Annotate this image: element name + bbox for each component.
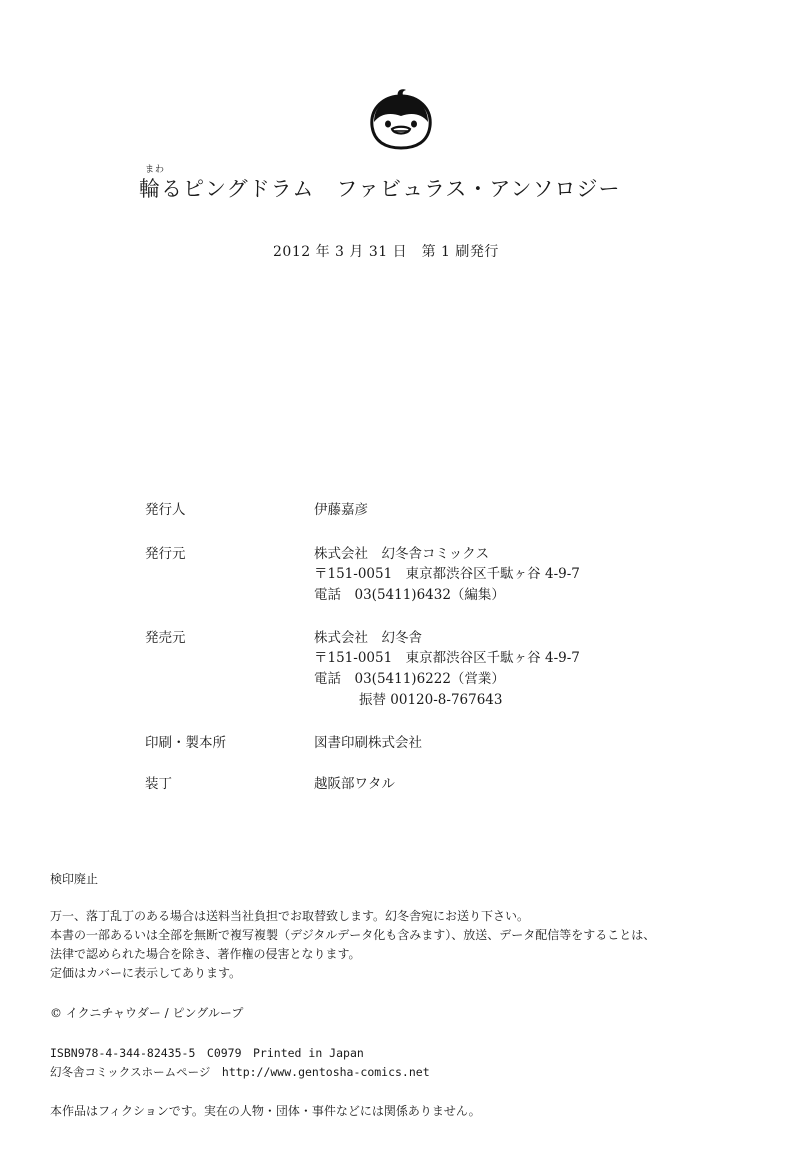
distributor-address: 〒151-0051 東京都渋谷区千駄ヶ谷 4-9-7 bbox=[314, 650, 580, 666]
publisher-person-label: 発行人 bbox=[145, 502, 186, 518]
notice-line-2: 本書の一部あるいは全部を無断で複写複製（デジタルデータ化も含みます）、放送、データ配信等をすることは、 bbox=[50, 928, 656, 942]
seal-note: 検印廃止 bbox=[50, 872, 99, 886]
isbn-line: ISBN978-4-344-82435-5 C0979 Printed in Japan bbox=[50, 1046, 364, 1060]
distributor-transfer: 振替 00120-8-767643 bbox=[359, 692, 503, 708]
design-value: 越阪部ワタル bbox=[314, 776, 395, 792]
publisher-person-value: 伊藤嘉彦 bbox=[314, 502, 368, 518]
publication-date: 2012 年 3 月 31 日 第 1 刷発行 bbox=[273, 244, 499, 260]
distributor-label: 発売元 bbox=[145, 630, 186, 646]
issuer-phone: 電話 03(5411)6432（編集） bbox=[314, 587, 505, 603]
title-ruby: まわ bbox=[145, 165, 166, 175]
issuer-label: 発行元 bbox=[145, 546, 186, 562]
penguin-face-icon bbox=[366, 88, 436, 150]
printer-value: 図書印刷株式会社 bbox=[314, 735, 422, 751]
homepage-line: 幻冬舎コミックスホームページ http://www.gentosha-comics.net bbox=[50, 1065, 430, 1079]
design-label: 装丁 bbox=[145, 776, 172, 792]
book-title: 輪るピングドラム ファビュラス・アンソロジー bbox=[139, 177, 621, 201]
copyright-line: © イクニチャウダー / ピングループ bbox=[50, 1006, 244, 1020]
distributor-phone: 電話 03(5411)6222（営業） bbox=[314, 671, 505, 687]
distributor-name: 株式会社 幻冬舎 bbox=[314, 630, 422, 646]
fiction-disclaimer: 本作品はフィクションです。実在の人物・団体・事件などには関係ありません。 bbox=[50, 1104, 481, 1118]
penguin-logo bbox=[366, 88, 436, 150]
issuer-address: 〒151-0051 東京都渋谷区千駄ヶ谷 4-9-7 bbox=[314, 566, 580, 582]
notice-line-1: 万一、落丁乱丁のある場合は送料当社負担でお取替致します。幻冬舎宛にお送り下さい。 bbox=[50, 909, 530, 923]
notice-line-3: 法律で認められた場合を除き、著作権の侵害となります。 bbox=[50, 947, 361, 961]
issuer-name: 株式会社 幻冬舎コミックス bbox=[314, 546, 490, 562]
printer-label: 印刷・製本所 bbox=[145, 735, 226, 751]
notice-line-4: 定価はカバーに表示してあります。 bbox=[50, 966, 242, 980]
